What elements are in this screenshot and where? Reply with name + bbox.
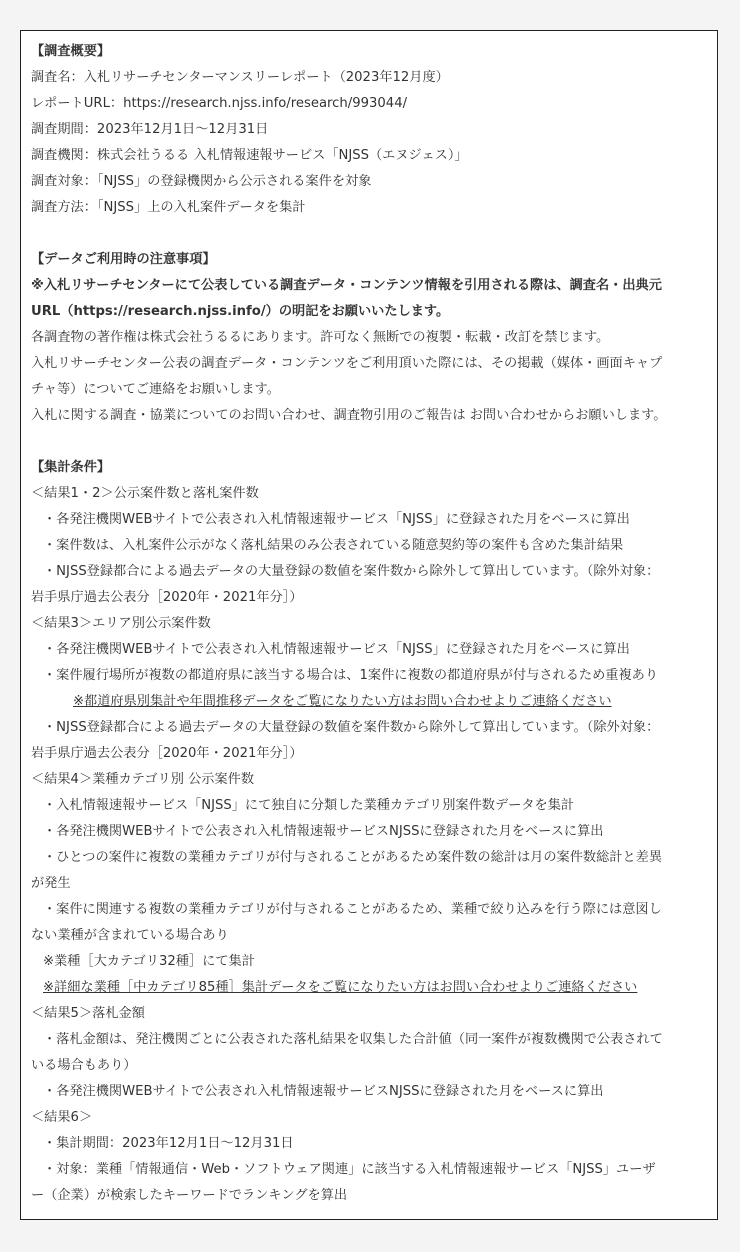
usage-notes-heading: 【データご利用時の注意事項】	[31, 252, 216, 267]
result3-bullet: ・NJSS登録都合による過去データの大量登録の数値を案件数から除外して算出しています。（除外対象：	[43, 720, 660, 735]
result4-bullet: ・ひとつの案件に複数の業種カテゴリが付与されることがあるため案件数の総計は月の案件数総計と差異	[43, 850, 663, 865]
result5-bullet-cont: いる場合もあり）	[31, 1058, 137, 1073]
result4-bullet: ・案件に関連する複数の業種カテゴリが付与されることがあるため、業種で絞り込みを行う際には意図し	[43, 902, 662, 917]
result6-bullet: ・対象：業種「情報通信・Web・ソフトウェア関連」に該当する入札情報速報サービス「NJSS」ユーザ	[43, 1162, 656, 1177]
result12-bullet: ・各発注機関WEBサイトで公表され入札情報速報サービス「NJSS」に登録された月をベースに算出	[43, 512, 630, 527]
result12-bullet: ・NJSS登録都合による過去データの大量登録の数値を案件数から除外して算出しています。（除外対象：	[43, 564, 660, 579]
result3-bullet: ・案件履行場所が複数の都道府県に該当する場合は、1案件に複数の都道府県が付与されるため重複あり	[43, 668, 659, 683]
result4-title: ＜結果4＞業種カテゴリ別 公示案件数	[31, 772, 255, 787]
result4-bullet-cont: が発生	[31, 876, 71, 891]
result5-title: ＜結果5＞落札金額	[31, 1006, 145, 1021]
prefecture-inquiry-link[interactable]: ※都道府県別集計や年間推移データをご覧になりたい方はお問い合わせよりご連絡ください	[73, 694, 612, 709]
result3-bullet: ・各発注機関WEBサイトで公表され入札情報速報サービス「NJSS」に登録された月をベースに算出	[43, 642, 630, 657]
contact-notice-line1: 入札リサーチセンター公表の調査データ・コンテンツをご利用頂いた際には、その掲載（媒体・画面キャプ	[31, 356, 663, 371]
contact-notice-line2: チャ等）についてご連絡をお願いします。	[31, 382, 280, 397]
result5-bullet: ・落札金額は、発注機関ごとに公表された落札結果を収集した合計値（同一案件が複数機関で公表されて	[43, 1032, 663, 1047]
report-url: レポートURL：https://research.njss.info/research/993044/	[31, 96, 408, 111]
result4-bullet: ・入札情報速報サービス「NJSS」にて独自に分類した業種カテゴリ別案件数データを集計	[43, 798, 575, 813]
survey-organization: 調査機関：株式会社うるる 入札情報速報サービス「NJSS（エヌジェス）」	[31, 148, 468, 163]
spacer	[31, 429, 708, 455]
result6-title: ＜結果6＞	[31, 1110, 93, 1125]
result12-bullet: ・案件数は、入札案件公示がなく落札結果のみ公表されている随意契約等の案件も含めた集計結果	[43, 538, 624, 553]
result5-bullet: ・各発注機関WEBサイトで公表され入札情報速報サービスNJSSに登録された月をベースに算出	[43, 1084, 604, 1099]
result4-bullet: ・各発注機関WEBサイトで公表され入札情報速報サービスNJSSに登録された月をベースに算出	[43, 824, 604, 839]
citation-notice-line1: ※入札リサーチセンターにて公表している調査データ・コンテンツ情報を引用される際は、調査名・出典元	[31, 278, 662, 293]
survey-method: 調査方法：「NJSS」上の入札案件データを集計	[31, 200, 306, 215]
top-margin	[0, 0, 740, 30]
citation-notice-line2: URL（https://research.njss.info/）の明記をお願いいたします。	[31, 304, 450, 319]
survey-target: 調査対象：「NJSS」の登録機関から公示される案件を対象	[31, 174, 372, 189]
survey-notes-box	[20, 30, 718, 1220]
survey-period: 調査期間：2023年12月1日〜12月31日	[31, 122, 269, 137]
copyright-notice: 各調査物の著作権は株式会社うるるにあります。許可なく無断での複製・転載・改訂を禁じます。	[31, 330, 610, 345]
aggregation-heading: 【集計条件】	[31, 460, 111, 475]
result4-note-link[interactable]	[31, 975, 708, 1001]
inquiry-notice: 入札に関する調査・協業についてのお問い合わせ、調査物引用のご報告は お問い合わせからお願いします。	[31, 408, 667, 423]
spacer	[31, 221, 708, 247]
result3-note-link[interactable]	[31, 689, 708, 715]
result4-bullet-cont: ない業種が含まれている場合あり	[31, 928, 229, 943]
result12-title: ＜結果1・2＞公示案件数と落札案件数	[31, 486, 259, 501]
result4-note: ※業種［大カテゴリ32種］にて集計	[43, 954, 255, 969]
category-inquiry-link[interactable]: ※詳細な業種［中カテゴリ85種］集計データをご覧になりたい方はお問い合わせよりご連絡ください	[43, 980, 638, 995]
bottom-margin	[0, 1222, 740, 1252]
result6-bullet: ・集計期間：2023年12月1日〜12月31日	[43, 1136, 294, 1151]
overview-heading: 【調査概要】	[31, 44, 111, 59]
result3-title: ＜結果3＞エリア別公示案件数	[31, 616, 211, 631]
result3-bullet-cont: 岩手県庁過去公表分［2020年・2021年分］）	[31, 746, 303, 761]
survey-name: 調査名：入札リサーチセンターマンスリーレポート（2023年12月度）	[31, 70, 449, 85]
result6-bullet-cont: ー（企業）が検索したキーワードでランキングを算出	[31, 1188, 348, 1203]
result12-bullet-cont: 岩手県庁過去公表分［2020年・2021年分］）	[31, 590, 303, 605]
